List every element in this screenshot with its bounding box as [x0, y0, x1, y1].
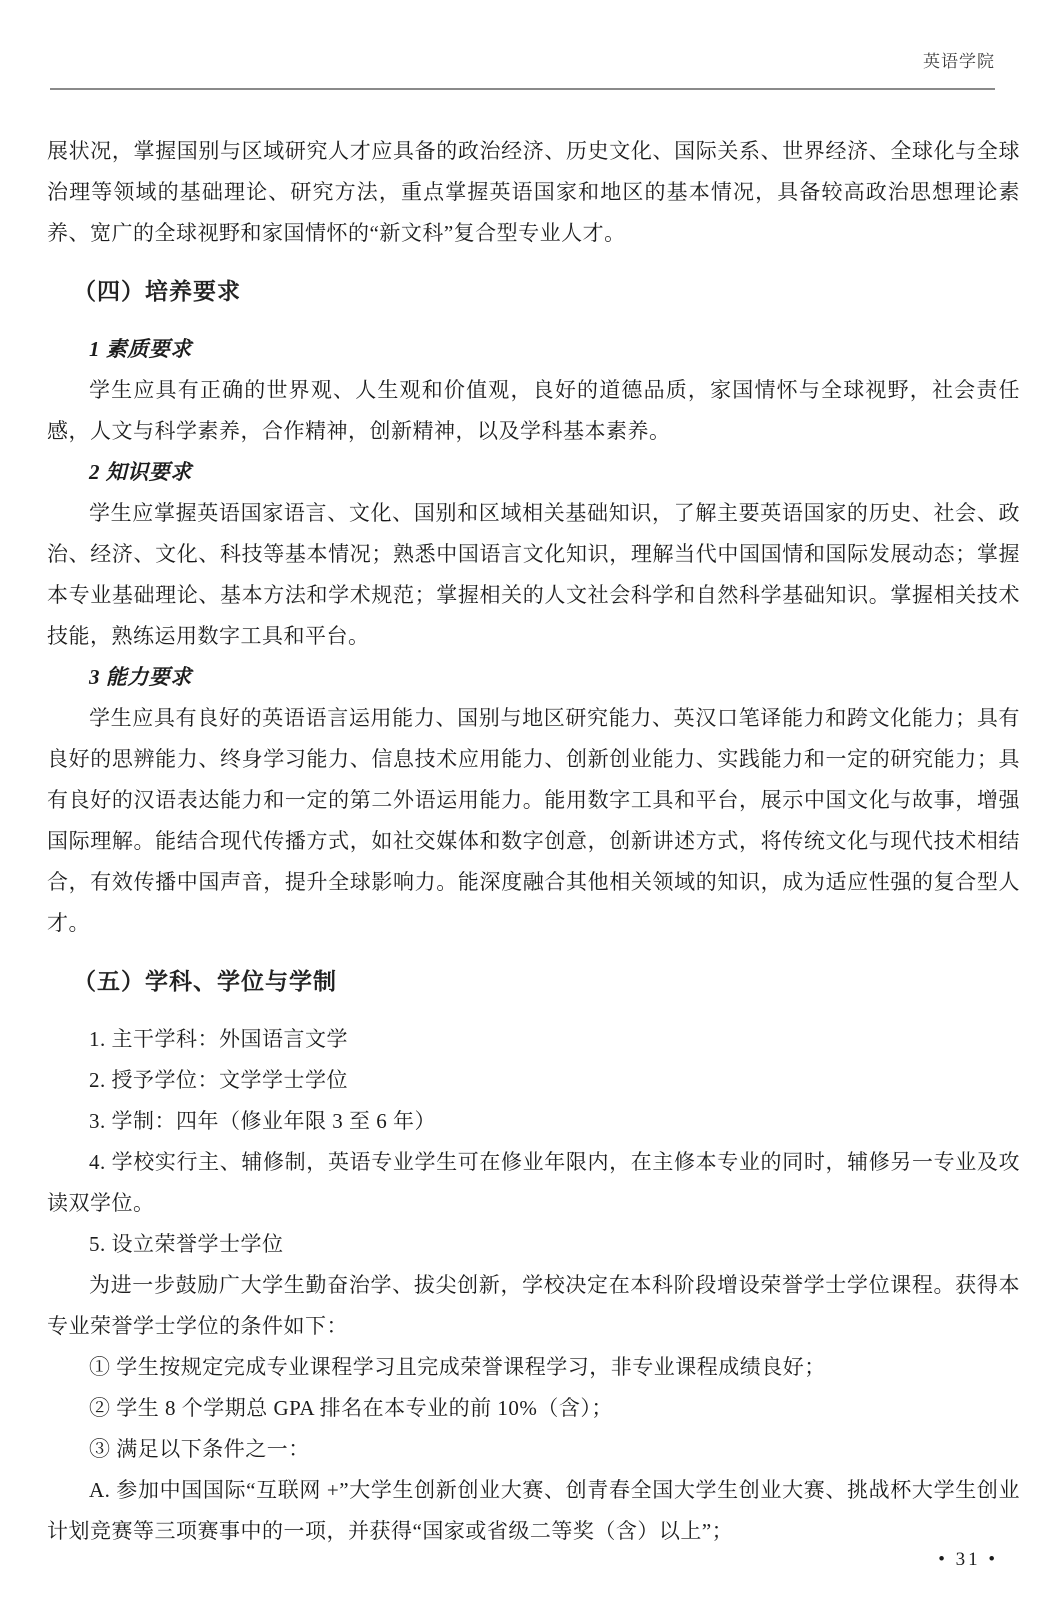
condition-item-3: ③ 满足以下条件之一：	[89, 1437, 310, 1461]
list-item-schooling-length: 3. 学制：四年（修业年限 3 至 6 年）	[89, 1109, 436, 1133]
paragraph-quality-requirements: 学生应具有正确的世界观、人生观和价值观，良好的道德品质，家国情怀与全球视野，社会责任感，人文与科学素养，合作精神，创新精神，以及学科基本素养。	[47, 378, 1020, 443]
condition-item-1: ① 学生按规定完成专业课程学习且完成荣誉课程学习，非专业课程成绩良好；	[89, 1355, 826, 1379]
page-header	[50, 50, 995, 74]
subheading-quality-requirements: 1 素质要求	[89, 337, 192, 361]
continued-paragraph: 展状况，掌握国别与区域研究人才应具备的政治经济、历史文化、国际关系、世界经济、全球化与全球治理等领域的基础理论、研究方法，重点掌握英语国家和地区的基本情况，具备较高政治思想理论素养、宽广的全球视野和家国情怀的“新文科”复合型专业人才。	[47, 139, 1020, 245]
list-item-honors-degree: 5. 设立荣誉学士学位	[89, 1232, 284, 1256]
condition-item-2: ② 学生 8 个学期总 GPA 排名在本专业的前 10%（含）；	[89, 1396, 613, 1420]
section-heading-v: （五）学科、学位与学制	[73, 968, 337, 994]
header-school-name: 英语学院	[923, 52, 995, 71]
paragraph-honors-conditions-intro: 为进一步鼓励广大学生勤奋治学、拔尖创新，学校决定在本科阶段增设荣誉学士学位课程。获得本专业荣誉学士学位的条件如下：	[47, 1273, 1020, 1338]
paragraph-ability-requirements: 学生应具有良好的英语语言运用能力、国别与地区研究能力、英汉口笔译能力和跨文化能力；具有良好的思辨能力、终身学习能力、信息技术应用能力、创新创业能力、实践能力和一定的研究能力；具有良好的汉语表达能力和一定的第二外语运用能力。能用数字工具和平台，展示中国文化与故事，增强国际理解。能结合现代传播方式，如社交媒体和数字创意，创新讲述方式，将传统文化与现代技术相结合，有效传播中国声音，提升全球影响力。能深度融合其他相关领域的知识，成为适应性强的复合型人才。	[47, 706, 1020, 935]
section-heading-iv: （四）培养要求	[73, 278, 241, 304]
document-body	[47, 131, 1020, 1552]
condition-item-a: A. 参加中国国际“互联网 +”大学生创新创业大赛、创青春全国大学生创业大赛、挑战杯大学生创业计划竞赛等三项赛事中的一项，并获得“国家或省级二等奖（含）以上”；	[47, 1478, 1020, 1543]
subheading-ability-requirements: 3 能力要求	[89, 665, 192, 689]
list-item-major-discipline: 1. 主干学科：外国语言文学	[89, 1027, 348, 1051]
page-number: • 31 •	[938, 1549, 998, 1570]
list-item-minor-system: 4. 学校实行主、辅修制，英语专业学生可在修业年限内，在主修本专业的同时，辅修另一专业及攻读双学位。	[47, 1150, 1020, 1215]
list-item-degree-conferred: 2. 授予学位：文学学士学位	[89, 1068, 348, 1092]
header-divider	[50, 88, 995, 90]
subheading-knowledge-requirements: 2 知识要求	[89, 460, 192, 484]
paragraph-knowledge-requirements: 学生应掌握英语国家语言、文化、国别和区域相关基础知识，了解主要英语国家的历史、社会、政治、经济、文化、科技等基本情况；熟悉中国语言文化知识，理解当代中国国情和国际发展动态；掌握本专业基础理论、基本方法和学术规范；掌握相关的人文社会科学和自然科学基础知识。掌握相关技术技能，熟练运用数字工具和平台。	[47, 501, 1020, 648]
